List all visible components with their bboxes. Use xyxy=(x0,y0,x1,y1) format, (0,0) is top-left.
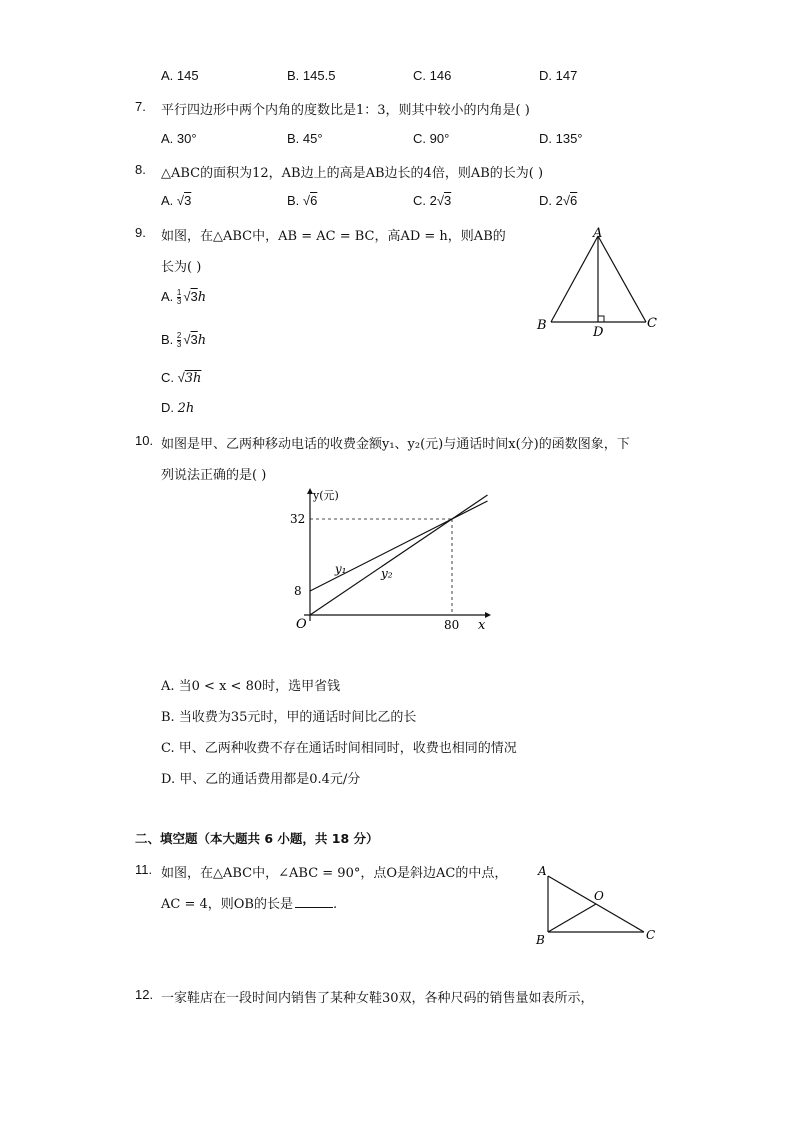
side-ab xyxy=(551,236,598,322)
q10-option-b: B. 当收费为35元时，甲的通话时间比乙的长 xyxy=(161,710,417,725)
q7-option-c: C. 90° xyxy=(413,131,450,146)
label-o: O xyxy=(594,889,604,903)
q9-number: 9. xyxy=(135,225,146,240)
q9-triangle-figure xyxy=(530,222,670,342)
q6-option-b: B. 145.5 xyxy=(287,68,336,83)
q9-stem-line1: 如图，在△ABC中，AB = AC = BC，高AD = h，则AB的 xyxy=(161,229,506,244)
q12-stem: 一家鞋店在一段时间内销售了某种女鞋30双，各种尺码的销售量如表所示， xyxy=(161,991,594,1006)
series-y1-line xyxy=(310,501,488,591)
q7-option-a: A. 30° xyxy=(161,131,197,146)
q6-option-d: D. 147 xyxy=(539,68,578,83)
label-b: B xyxy=(537,318,547,333)
q7-option-b: B. 45° xyxy=(287,131,323,146)
series-y2-line xyxy=(310,495,488,615)
right-angle-mark xyxy=(598,316,604,322)
q8-option-d: D. 2√6 xyxy=(539,193,578,208)
label-c: C xyxy=(646,928,656,942)
series-label-y2: y₂ xyxy=(381,566,393,581)
q10-number: 10. xyxy=(135,433,154,448)
q6-option-c: C. 146 xyxy=(413,68,452,83)
y-tick-label: 8 xyxy=(294,584,302,598)
y-tick-label: 32 xyxy=(290,512,306,526)
fraction: $\frac{2}{3}$ xyxy=(176,331,182,350)
q7-number: 7. xyxy=(135,99,146,114)
segment-ob xyxy=(548,904,596,932)
q10-option-c: C. 甲、乙两种收费不存在通话时间相同时，收费也相同的情况 xyxy=(161,741,517,756)
q9-option-c: C. √3h xyxy=(161,370,202,386)
q10-stem-line2: 列说法正确的是( ) xyxy=(161,468,267,483)
q11-triangle-figure xyxy=(532,858,667,953)
label-a: A xyxy=(593,226,603,241)
q10-option-a: A. 当0 < x < 80时，选甲省钱 xyxy=(161,679,341,694)
q10-stem-line1: 如图是甲、乙两种移动电话的收费金额y₁、y₂(元)与通话时间x(分)的函数图象，下 xyxy=(161,437,630,452)
q11-stem-line1: 如图，在△ABC中，∠ABC = 90°，点O是斜边AC的中点， xyxy=(161,866,508,881)
label-b: B xyxy=(536,933,545,947)
answer-blank xyxy=(295,897,333,908)
y-axis-label: y(元) xyxy=(313,489,339,502)
q12-number: 12. xyxy=(135,987,154,1002)
series-label-y1: y₁ xyxy=(334,562,347,576)
label-c: C xyxy=(647,316,657,331)
x-axis-label: x xyxy=(478,618,486,633)
label-d: D xyxy=(593,325,604,340)
q8-option-a: A. √3 xyxy=(161,193,192,208)
q9-option-b: B. $\frac{2}{3}$ √3h xyxy=(161,331,207,350)
q9-stem-line2: 长为( ) xyxy=(161,260,202,275)
q11-stem-line2: AC = 4，则OB的长是 . xyxy=(161,897,338,912)
q8-option-c: C. 2√3 xyxy=(413,193,452,208)
q7-stem: 平行四边形中两个内角的度数比是1：3，则其中较小的内角是( ) xyxy=(161,103,530,118)
q8-stem: △ABC的面积为12，AB边上的高是AB边长的4倍，则AB的长为( ) xyxy=(161,166,544,181)
q10-line-chart xyxy=(280,482,510,637)
q6-option-a: A. 145 xyxy=(161,68,199,83)
fraction: $\frac{1}{3}$ xyxy=(176,288,182,307)
q7-option-d: D. 135° xyxy=(539,131,583,146)
q9-option-a: A. $\frac{1}{3}$ √3h xyxy=(161,288,207,307)
side-ac xyxy=(598,236,646,322)
q11-number: 11. xyxy=(135,862,153,877)
section-heading: 二、填空题（本大题共 6 小题，共 18 分） xyxy=(135,831,379,846)
label-a: A xyxy=(538,864,547,878)
q8-number: 8. xyxy=(135,162,146,177)
x-tick-label: 80 xyxy=(444,618,460,632)
q10-option-d: D. 甲、乙的通话费用都是0.4元/分 xyxy=(161,772,361,787)
origin-label: O xyxy=(296,617,307,632)
x-axis-arrow xyxy=(485,612,491,618)
q9-option-d: D. 2h xyxy=(161,400,195,416)
q8-option-b: B. √6 xyxy=(287,193,318,208)
